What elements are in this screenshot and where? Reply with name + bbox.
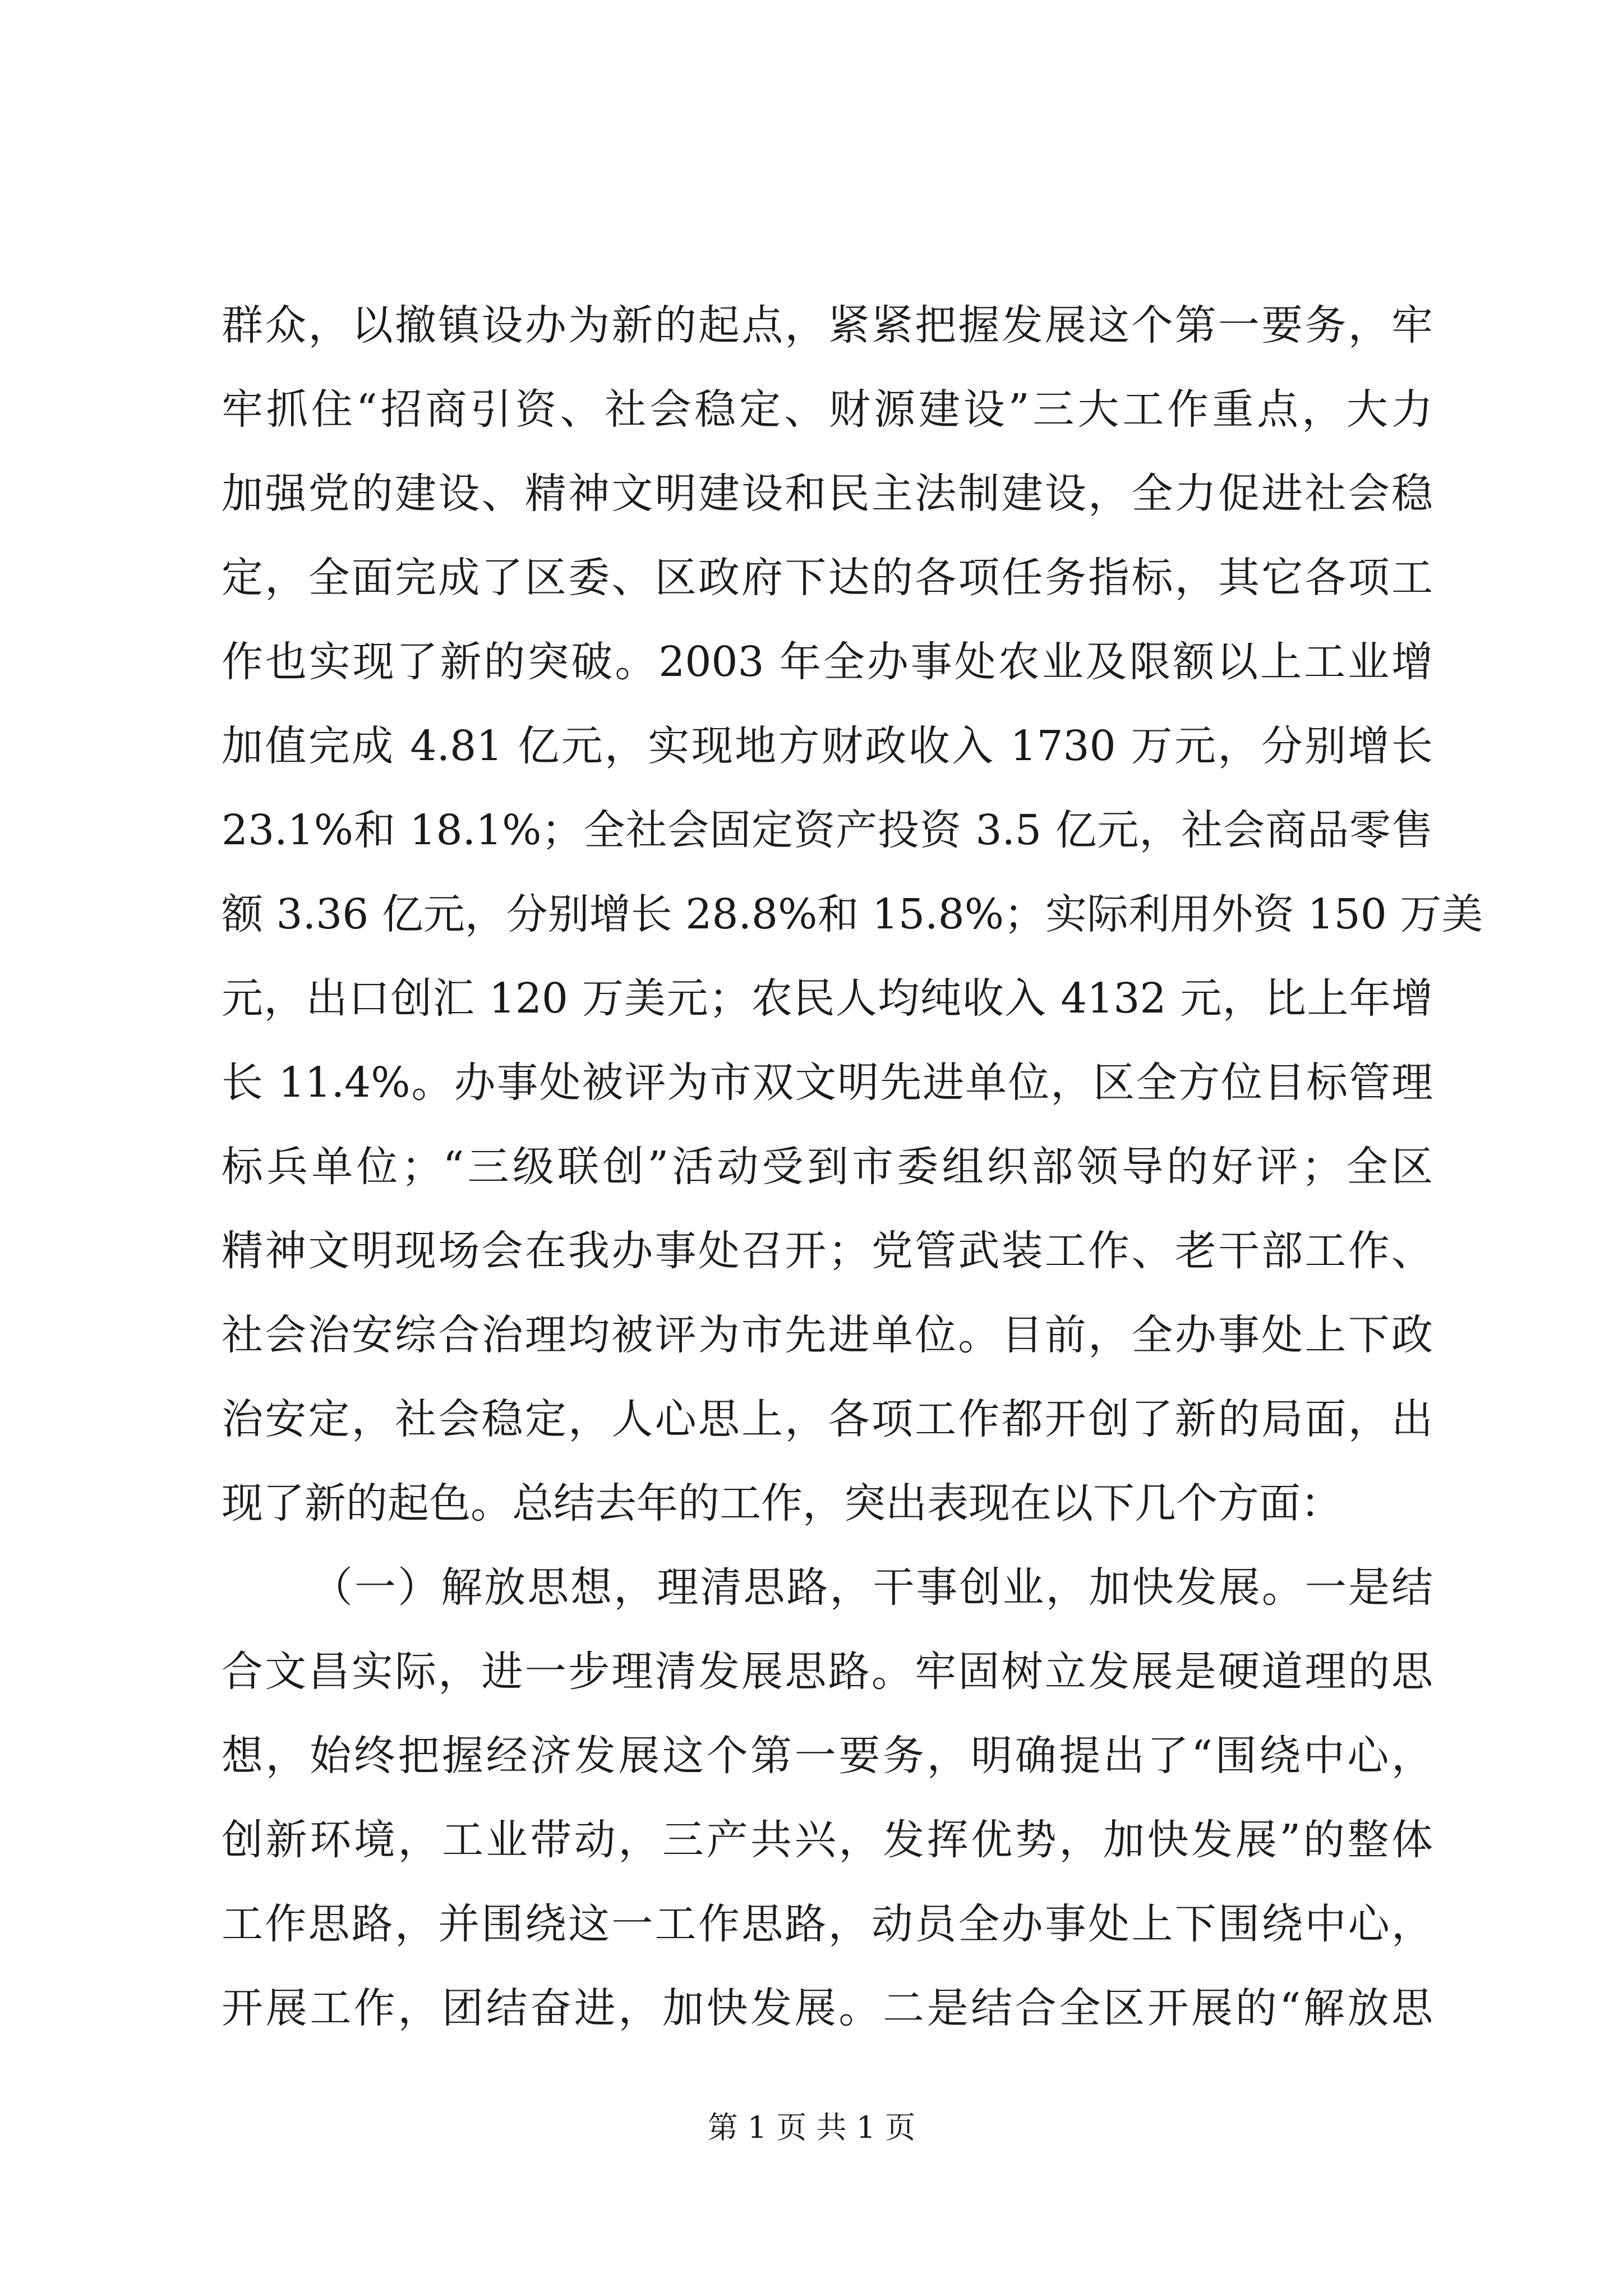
paragraph-line: 治安定，社会稳定，人心思上，各项工作都开创了新的局面，出	[222, 1395, 1433, 1443]
paragraph-line: 想，始终把握经济发展这个第一要务，明确提出了“围绕中心，	[222, 1732, 1433, 1780]
paragraph-line: 加值完成 4.81 亿元，实现地方财政收入 1730 万元，分别增长	[222, 722, 1433, 770]
paragraph-line: 长 11.4%。办事处被评为市双文明先进单位，区全方位目标管理	[222, 1059, 1433, 1107]
paragraph-line: 精神文明现场会在我办事处召开；党管武装工作、老干部工作、	[222, 1227, 1433, 1275]
paragraph-line: 工作思路，并围绕这一工作思路，动员全办事处上下围绕中心，	[222, 1900, 1433, 1948]
paragraph-line: 牢抓住“招商引资、社会稳定、财源建设”三大工作重点，大力	[222, 385, 1433, 434]
paragraph-line: 加强党的建设、精神文明建设和民主法制建设，全力促进社会稳	[222, 470, 1433, 518]
page-footer: 第 1 页 共 1 页	[707, 2110, 916, 2145]
paragraph-line: 元，出口创汇 120 万美元；农民人均纯收入 4132 元，比上年增	[222, 974, 1433, 1023]
paragraph-line: 创新环境，工业带动，三产共兴，发挥优势，加快发展”的整体	[222, 1816, 1433, 1864]
paragraph-line: 定，全面完成了区委、区政府下达的各项任务指标，其它各项工	[222, 554, 1433, 602]
paragraph-line: （一）解放思想，理清思路，干事创业，加快发展。一是结	[311, 1563, 1433, 1612]
paragraph-line: 社会治安综合治理均被评为市先进单位。目前，全办事处上下政	[222, 1311, 1433, 1359]
paragraph-line: 标兵单位；“三级联创”活动受到市委组织部领导的好评；全区	[222, 1143, 1433, 1191]
paragraph-line: 合文昌实际，进一步理清发展思路。牢固树立发展是硬道理的思	[222, 1648, 1433, 1696]
paragraph-line: 作也实现了新的突破。2003 年全办事处农业及限额以上工业增	[222, 638, 1433, 686]
paragraph-line: 23.1%和 18.1%；全社会固定资产投资 3.5 亿元，社会商品零售	[222, 806, 1433, 854]
paragraph-line: 群众，以撤镇设办为新的起点，紧紧把握发展这个第一要务，牢	[222, 301, 1433, 349]
paragraph-line: 额 3.36 亿元，分别增长 28.8%和 15.8%；实际利用外资 150 万美	[222, 890, 1483, 938]
paragraph-line: 现了新的起色。总结去年的工作，突出表现在以下几个方面：	[222, 1479, 1342, 1527]
paragraph-line: 开展工作，团结奋进，加快发展。二是结合全区开展的“解放思	[222, 1984, 1433, 2032]
